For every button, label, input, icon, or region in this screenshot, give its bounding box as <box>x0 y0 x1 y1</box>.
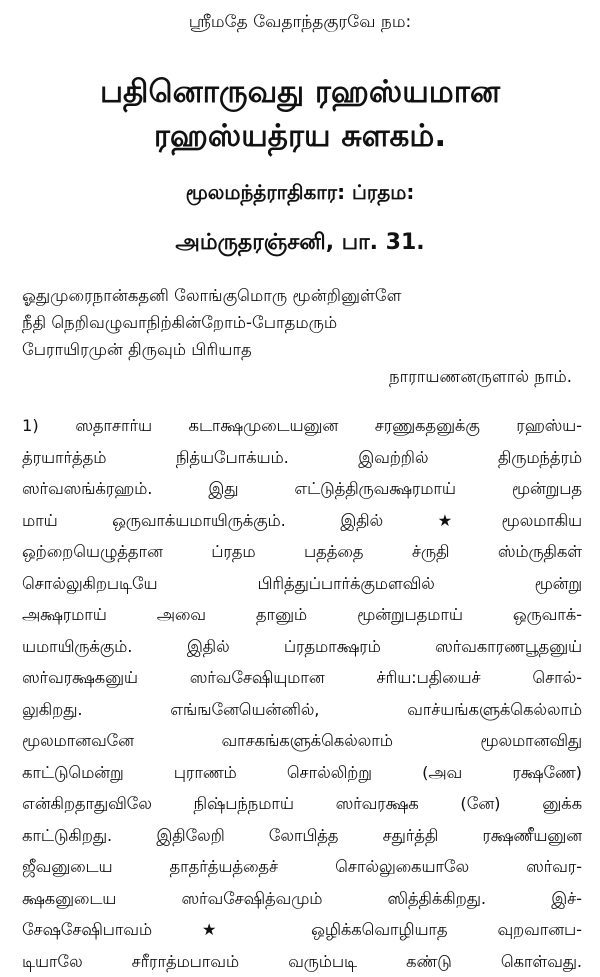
paragraph-line: அக்ஷரமாய் அவை தானும் மூன்றுபதமாய் ஒருவாக்- <box>22 599 582 631</box>
invocation-line: ஶ்ரீமதே வேதாந்தகுரவே நம: <box>0 12 600 34</box>
paragraph-line: டியாலே சரீராத்மபாவம் வரும்படி கண்டு கொள்வது. <box>22 946 582 977</box>
paragraph-line: ஸர்வரக்ஷகனுய் ஸர்வசேஷியுமான ச்ரிய:பதியைச் சொல்- <box>22 662 582 694</box>
title-line-1: பதினொருவது ரஹஸ்யமான <box>0 70 600 114</box>
section-heading: மூலமந்த்ராதிகார: ப்ரதம: <box>0 180 600 207</box>
title-line-2: ரஹஸ்யத்ரய சுளகம். <box>0 114 600 158</box>
verse-line: நாராயணனருளால் நாம். <box>22 363 582 390</box>
paragraph-line: சேஷசேஷிபாவம் ★ ஒழிக்கவொழியாத வுறவானப- <box>22 914 582 946</box>
paragraph-line: காட்டுமென்று புராணம் சொல்லிற்று (அவ ரக்ஷணே) <box>22 757 582 789</box>
verse-block <box>22 282 582 390</box>
paragraph-line: என்கிறதாதுவிலே நிஷ்பந்நமாய் ஸர்வரக்ஷக (னே) னுக்க <box>22 788 582 820</box>
paragraph-line: மூலமானவனே வாசகங்களுக்கெல்லாம் மூலமானவிது <box>22 725 582 757</box>
paragraph-line: சொல்லுகிறபடியே பிரித்துப்பார்க்குமளவில் மூன்று <box>22 568 582 600</box>
paragraph-line: ஒற்றையெழுத்தான ப்ரதம பதத்தை ச்ருதி ஸ்ம்ருதிகள் <box>22 536 582 568</box>
paragraph-line: ஸர்வஸங்க்ரஹம். இது எட்டுத்திருவக்ஷரமாய் மூன்றுபத <box>22 473 582 505</box>
paragraph-line: காட்டுகிறது. இதிலேறி லோபித்த சதுர்த்தி ரக்ஷணீயனுன <box>22 820 582 852</box>
body-paragraph <box>22 410 582 977</box>
verse-line: பேராயிரமுன் திருவும் பிரியாத <box>22 336 582 363</box>
verse-line: ஓதுமுரைநான்கதனி லோங்குமொரு மூன்றினுள்ளே <box>22 282 582 309</box>
paragraph-line: ஜீவனுடைய தாதர்த்யத்தைச் சொல்லுகையாலே ஸர்வர- <box>22 851 582 883</box>
paragraph-line: 1) ஸதாசார்ய கடாக்ஷமுடையனுன சரணுகதனுக்கு ரஹஸ்ய- <box>22 410 582 442</box>
paragraph-line: த்ரயார்த்தம் நித்யபோக்யம். இவற்றில் திருமந்த்ரம் <box>22 442 582 474</box>
chapter-title <box>0 70 600 158</box>
paragraph-line: க்ஷகனுடைய ஸர்வசேஷித்வமும் ஸித்திக்கிறது. இச்- <box>22 883 582 915</box>
source-reference: அம்ருதரஞ்சனி, பா. 31. <box>0 230 600 258</box>
paragraph-line: லுகிறது. எங்ஙனேயென்னில், வாச்யங்களுக்கெல்லாம் <box>22 694 582 726</box>
paragraph-line: மாய் ஒருவாக்யமாயிருக்கும். இதில் ★மூலமாகிய <box>22 505 582 537</box>
verse-line: நீதி நெறிவழுவாநிற்கின்றோம்-போதமரும் <box>22 309 582 336</box>
paragraph-line: யமாயிருக்கும். இதில் ப்ரதமாக்ஷரம் ஸர்வகாரணபூதனுய் <box>22 631 582 663</box>
